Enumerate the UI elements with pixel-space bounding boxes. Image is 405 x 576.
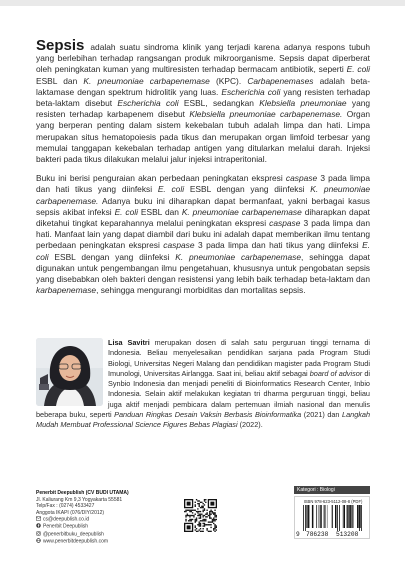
publisher-info xyxy=(36,490,176,545)
isbn-text: ISBN 978-623-5112-08-8 (PDF) xyxy=(303,499,363,504)
synopsis-paragraph-2: Buku ini berisi penguraian akan perbedaan peningkatan ekspresi caspase 3 pada limpa dan hati tikus yang diinfeksi E. coli ESBL dengan yang diinfeksi K. pneumoniae carbapenemase. Adanya buku ini diharapkan dapat bermanfaat, yakni berbagai kasus sepsis akibat infeksi E. coli ESBL dan K. pneumoniae carbapenemase diharapkan dapat diketahui tingkat keparahannya melalui peningkatan ekspresi caspase 3 pada limpa dan hati. Manfaat lain yang dapat diambil dari buku ini adalah dapat memberikan ilmu tentang perbedaan peningkatan ekspresi caspase 3 pada limpa dan hati tikus yang diinfeksi E. coli ESBL dengan yang diinfeksi K. pneumoniae carbapenemase, sehingga dapat digunakan untuk pengembangan ilmu pengetahuan, khususnya untuk pengobatan sepsis yang disebabkan oleh bakteri dengan resistensi yang lebih baik terhadap beta-laktam dan karbapenemase, sehingga mengurangi morbiditas dan mortalitas sepsis. xyxy=(36,173,371,296)
author-book-2: Langkah Mudah Membuat Professional Science Figures Bebas Plagiasi xyxy=(36,410,371,430)
barcode-bars xyxy=(301,505,365,531)
isbn-barcode xyxy=(294,496,370,539)
qr-code-image xyxy=(184,499,217,532)
publisher-instagram-row: @penerbitbuku_deepublish xyxy=(36,531,176,538)
publisher-phone: Telp/Fax : (0274) 4533427 xyxy=(36,503,95,510)
publisher-facebook-row: Penerbit Deepublish xyxy=(36,523,176,530)
synopsis-paragraph-1: Sepsis adalah suatu sindroma klinik yang terjadi karena adanya respons tubuh yang berlebihan terhadap rangsangan produk mikroorganisme. Sepsis dapat diperberat oleh peningkatan kuman yang multiresisten terhadap bermacam antibiotik, seperti E. coli ESBL dan K. pneumoniae carbapenemase (KPC). Carbapenemases adalah beta-laktamase dengan spektrum hidrolitik yang luas. Escherichia coli yang resisten terhadap beta-laktam disebut Escherichia coli ESBL, sedangkan Klebsiella pneumoniae yang resisten terhadap karbapenem disebut Klebsiella pneumoniae carbapenemase. Organ yang berperan penting dalam sistem kekebalan tubuh adalah limpa dan hati. Limpa merupakan situs hematopoiesis pada tikus dan merupakan organ limfoid terbesar yang memulai tanggapan kekebalan terhadap antigen yang ditularkan melalui darah. Injeksi bakteri pada tikus dilakukan melalui jalur injeksi intraperitonial. xyxy=(36,37,371,165)
qr-code xyxy=(184,499,217,532)
author-bio: Lisa Savitri merupakan dosen di salah satu perguruan tinggi ternama di Indonesia. Beliau menyelesaikan pendidikan sarjana pada Program Studi Biologi, Universitas Negeri Malang dan pendidikan magister pada Program Studi Imunologi, Universitas Airlangga. Saat ini, beliau aktif sebagai board of advisor di Synbio Indonesia dan menjadi peneliti di Bioinformatics Research Center, Inbio Indonesia. Selain aktif melakukan kegiatan tri dharma perguruan tinggi, beliau juga aktif menjadi pembicara dalam pertemuan ilmiah nasional dan menulis beberapa buku, seperti Panduan Ringkas Desain Vaksin Berbasis Bioinformatika (2021) dan Langkah Mudah Membuat Professional Science Figures Bebas Plagiasi (2022). xyxy=(36,338,371,430)
barcode-first-digit: 9 xyxy=(296,531,300,538)
email-icon xyxy=(36,516,41,521)
publisher-member: Anggota IKAPI (076/DIY/2012) xyxy=(36,509,105,516)
barcode-group-1: 786238 xyxy=(306,531,329,538)
synopsis-lead-word: Sepsis xyxy=(36,37,85,54)
category-label: Kategori : Biologi xyxy=(294,486,370,494)
author-photo-spacer xyxy=(36,338,108,406)
globe-icon xyxy=(36,538,41,543)
instagram-icon xyxy=(36,531,41,536)
synopsis xyxy=(36,37,371,304)
barcode-group-2: 513208 xyxy=(336,531,359,538)
author-book-1: Panduan Ringkas Desain Vaksin Berbasis Bioinformatika xyxy=(114,410,302,420)
author-name: Lisa Savitri xyxy=(108,338,150,347)
publisher-email-row: cs@deepublish.co.id xyxy=(36,516,176,523)
publisher-website-row: www.penerbitdeepublish.com xyxy=(36,538,176,545)
publisher-name: Penerbit Deepublish (CV BUDI UTAMA) xyxy=(36,490,129,496)
cover-top-edge xyxy=(0,0,405,6)
facebook-icon xyxy=(36,523,41,528)
publisher-address: Jl. Kaliurang Km 9,3 Yogyakarta 55581 xyxy=(36,496,123,503)
